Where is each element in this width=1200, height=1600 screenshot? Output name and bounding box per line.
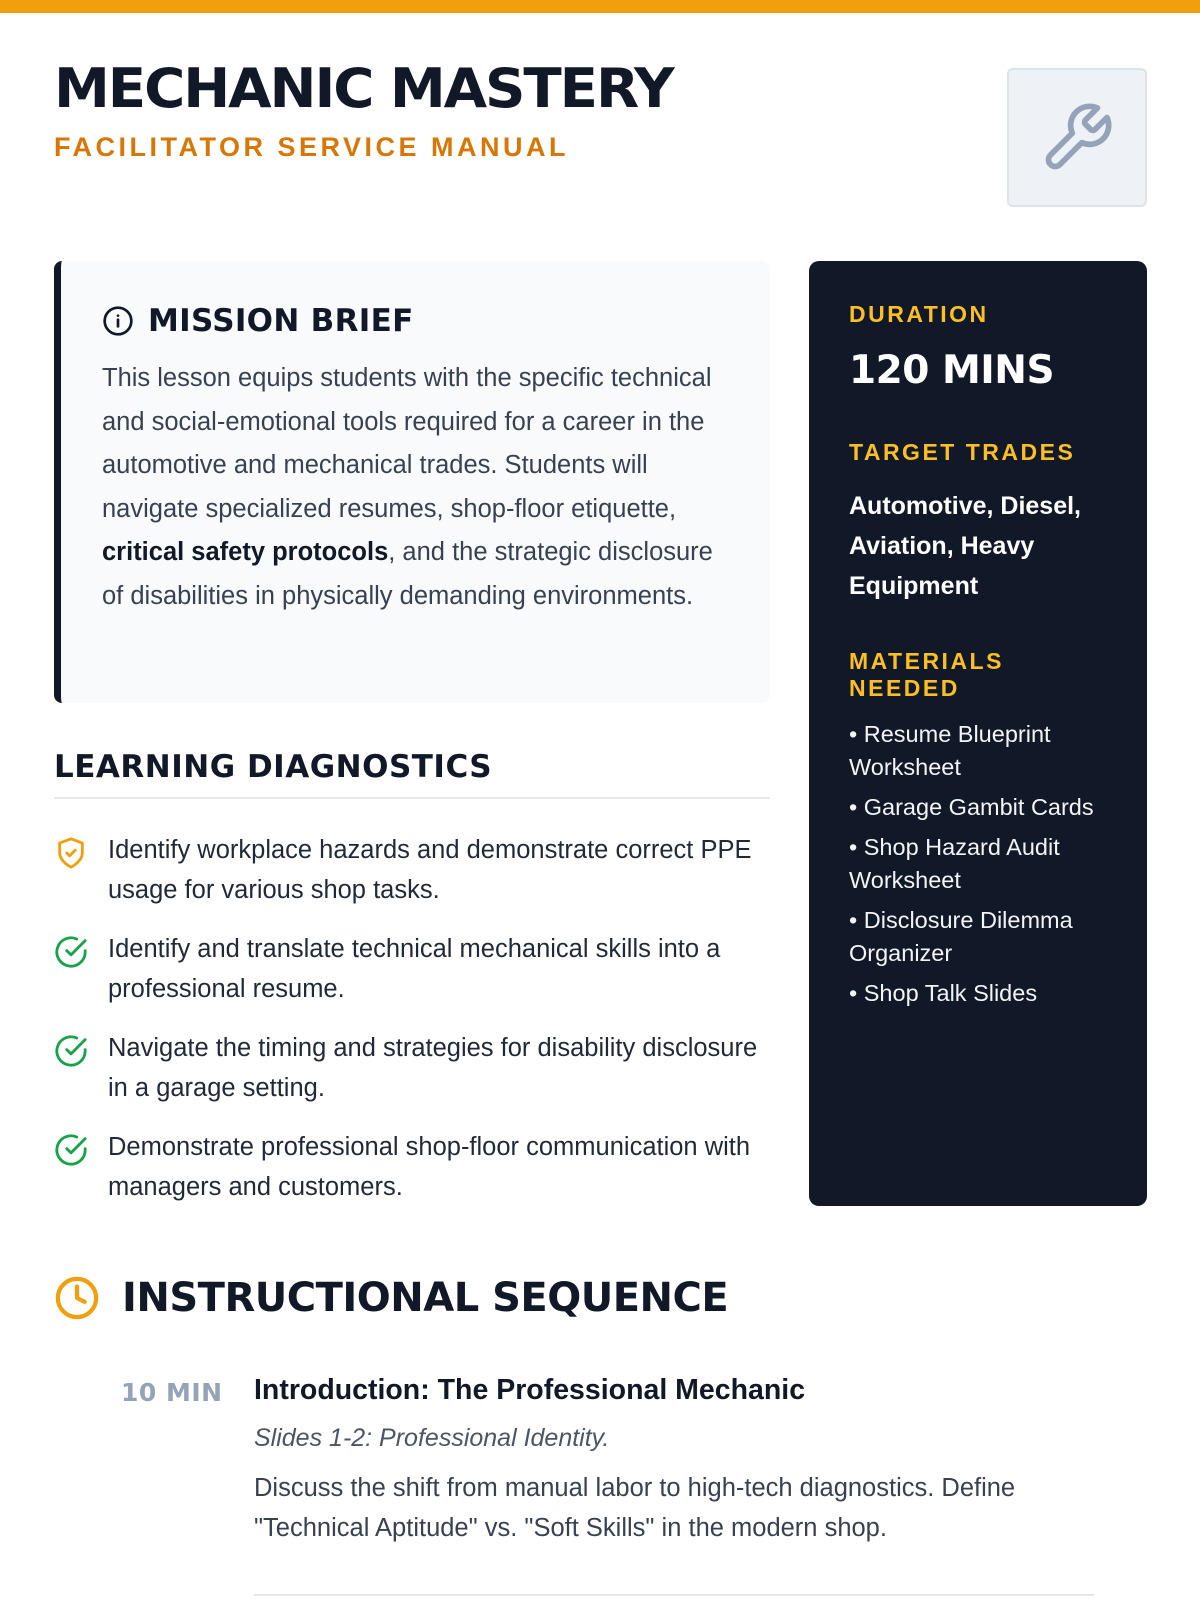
- target-trades-value: Automotive, Diesel, Aviation, Heavy Equipment: [849, 492, 1081, 600]
- duration-value: 120 MINS: [849, 348, 1055, 393]
- step-heading: Introduction: The Professional Mechanic: [254, 1374, 806, 1406]
- step-content: [254, 1370, 1104, 1548]
- material-item: • Garage Gambit Cards: [849, 794, 1094, 820]
- step-duration: 10 MIN: [121, 1378, 223, 1407]
- lesson-info-sidebar: [809, 261, 1147, 1206]
- materials-needed-label: MATERIALS NEEDED: [849, 648, 1004, 701]
- list-item: [54, 929, 770, 1009]
- mission-text-part: This lesson equips students with the specific technical and social-emotional tools required for a career in the automotive and mechanical trades. Students will navigate specialized resumes, shop-floor etiquette,: [102, 364, 712, 523]
- step-slide-reference: Slides 1-2: Professional Identity.: [254, 1424, 610, 1452]
- material-item: • Resume Blueprint Worksheet: [849, 721, 1051, 780]
- material-item: • Shop Talk Slides: [849, 980, 1038, 1006]
- material-item: • Disclosure Dilemma Organizer: [849, 907, 1073, 966]
- diagnostic-text: Demonstrate professional shop-floor communication with managers and customers.: [108, 1133, 751, 1201]
- divider: [54, 797, 770, 799]
- mission-text-emphasis: critical safety protocols: [102, 538, 389, 566]
- shield-check-icon: [54, 836, 88, 870]
- page-title: MECHANIC MASTERY: [54, 57, 673, 120]
- mission-brief-text: [102, 357, 730, 618]
- check-circle-icon: [54, 1034, 88, 1068]
- divider: [254, 1594, 1094, 1596]
- info-icon: [102, 305, 134, 337]
- wrench-icon: [1039, 100, 1115, 176]
- mission-brief-header: [102, 303, 730, 339]
- materials-list: [849, 718, 1107, 1010]
- learning-diagnostics-title: LEARNING DIAGNOSTICS: [54, 749, 493, 785]
- step-description: Discuss the shift from manual labor to high-tech diagnostics. Define "Technical Aptitude" vs. "Soft Skills" in the modern shop.: [254, 1474, 1016, 1542]
- list-item: [54, 1127, 770, 1207]
- learning-diagnostics-list: [54, 830, 770, 1226]
- material-item: • Shop Hazard Audit Worksheet: [849, 834, 1060, 893]
- duration-label: DURATION: [849, 301, 989, 327]
- diagnostic-text: Identify workplace hazards and demonstrate correct PPE usage for various shop tasks.: [108, 836, 752, 904]
- diagnostic-text: Identify and translate technical mechanical skills into a professional resume.: [108, 935, 721, 1003]
- clock-icon: [54, 1275, 100, 1321]
- mission-brief-card: [54, 261, 770, 703]
- list-item: [54, 830, 770, 910]
- instructional-sequence-header: [54, 1275, 728, 1321]
- page-header: [54, 57, 673, 163]
- top-accent-bar: [0, 0, 1200, 13]
- target-trades-label: TARGET TRADES: [849, 439, 1076, 465]
- instructional-sequence-title: INSTRUCTIONAL SEQUENCE: [122, 1275, 729, 1321]
- logo-box: [1007, 68, 1147, 207]
- list-item: [54, 1028, 770, 1108]
- check-circle-icon: [54, 1133, 88, 1167]
- page-subtitle: FACILITATOR SERVICE MANUAL: [54, 132, 570, 162]
- mission-text-part: , and the strategic disclosure of disabilities in physically demanding environments.: [102, 538, 713, 610]
- diagnostic-text: Navigate the timing and strategies for disability disclosure in a garage setting.: [108, 1034, 758, 1102]
- check-circle-icon: [54, 935, 88, 969]
- mission-brief-title: MISSION BRIEF: [148, 303, 414, 339]
